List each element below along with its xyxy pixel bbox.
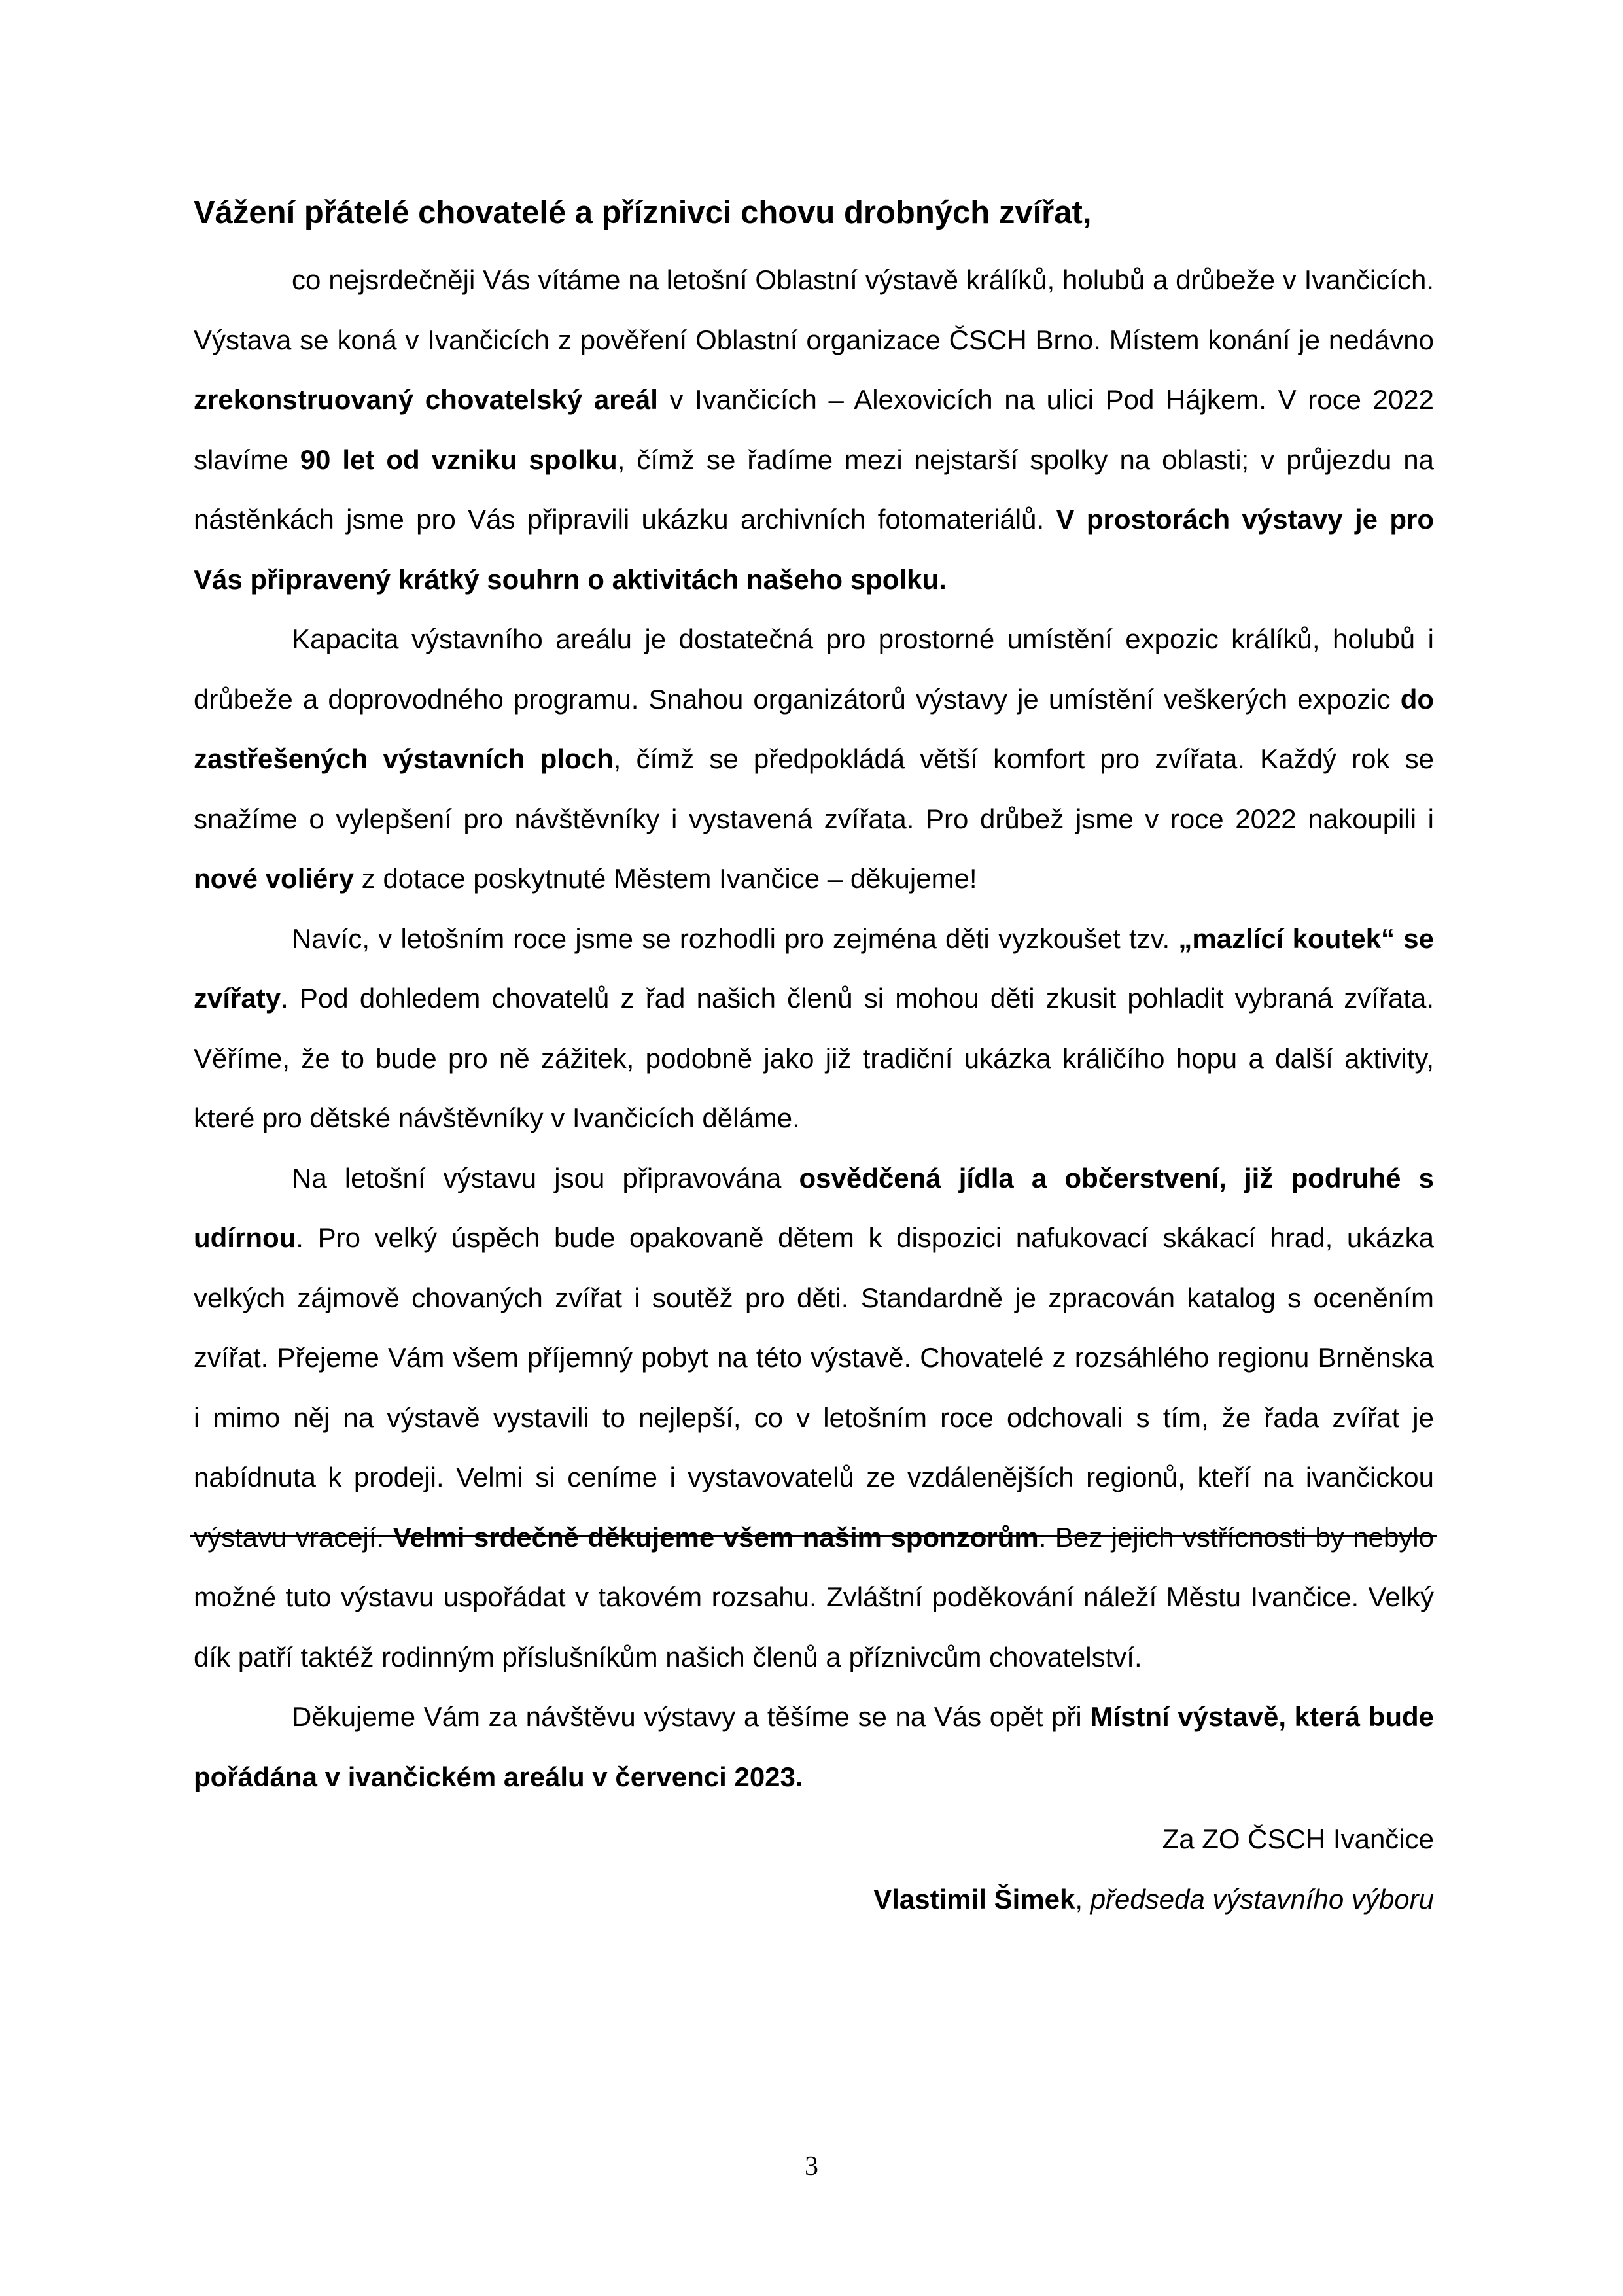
bold-run: osvědčená jídla a občerstvení, již podruhé s udírnou: [194, 1162, 1434, 1253]
bold-run: Místní výstavě, která bude pořádána v ivančickém areálu v červenci 2023.: [194, 1701, 1434, 1792]
paragraph-petting-corner: [194, 909, 1434, 1148]
text-run: Na letošní výstavu jsou připravována: [292, 1162, 799, 1193]
bold-run: Velmi srdečně děkujeme všem našim sponzorům: [393, 1521, 1039, 1553]
salutation-heading: Vážení přátelé chovatelé a příznivci chovu drobných zvířat,: [194, 195, 1092, 230]
bold-run: zrekonstruovaný chovatelský areál: [194, 384, 658, 415]
text-run: . Bez jejich vstřícnosti by nebylo možné tuto výstavu uspořádat v takovém rozsahu. Zvláštní poděkování náleží Městu Ivančice. Velký dík patří taktéž rodinným příslušníkům našich členů a příznivcům chovatelství.: [194, 1521, 1434, 1672]
bold-run: „mazlící koutek“ se zvířaty: [194, 923, 1434, 1014]
signature-block: [194, 1809, 1434, 1929]
paragraph-program: [194, 1148, 1434, 1687]
bold-run: do zastřešených výstavních ploch: [194, 683, 1434, 774]
document-body: [194, 190, 1434, 1929]
text-run: z dotace poskytnuté Městem Ivančice – děkujeme!: [354, 863, 977, 894]
bold-run: 90 let od vzniku spolku: [300, 444, 618, 475]
text-run: , čímž se řadíme mezi nejstarší spolky na oblasti; v průjezdu na nástěnkách jsme pro Vás připravili ukázku archivních fotomateriálů.: [194, 444, 1434, 535]
signature-role: předseda výstavního výboru: [1090, 1883, 1434, 1915]
page-number: 3: [805, 2151, 818, 2181]
paragraph-capacity: [194, 609, 1434, 909]
signature-organization: Za ZO ČSCH Ivančice: [1162, 1824, 1434, 1854]
horizontal-divider: [190, 1535, 1437, 1537]
signature-line: [194, 1869, 1434, 1930]
paragraph-thanks: [194, 1687, 1434, 1807]
text-run: v Ivančicích – Alexovicích na ulici Pod Hájkem. V roce 2022 slavíme: [194, 384, 1434, 475]
bold-run: V prostorách výstavy je pro Vás připravený krátký souhrn o aktivitách našeho spolku.: [194, 504, 1435, 595]
text-run: Kapacita výstavního areálu je dostatečná pro prostorné umístění expozic králíků, holubů i drůbeže a doprovodného programu. Snahou organizátorů výstavy je umístění veškerých expozic: [194, 624, 1434, 715]
text-run: Navíc, v letošním roce jsme se rozhodli pro zejména děti vyzkoušet tzv.: [292, 923, 1179, 954]
text-run: co nejsrdečněji Vás vítáme na letošní Oblastní výstavě králíků, holubů a drůbeže v Ivančicích. Výstava se koná v Ivančicích z pověření Oblastní organizace ČSCH Brno. Místem konání je nedávno: [194, 264, 1434, 355]
text-run: , čímž se předpokládá větší komfort pro zvířata. Každý rok se snažíme o vylepšení pro návštěvníky i vystavená zvířata. Pro drůbež jsme v roce 2022 nakoupili i: [194, 743, 1434, 834]
paragraph-welcome: [194, 250, 1434, 609]
text-run: . Pod dohledem chovatelů z řad našich členů si mohou děti zkusit pohladit vybraná zvířata. Věříme, že to bude pro ně zážitek, podobně jako již tradiční ukázka králičího hopu a další aktivity, které pro dětské návštěvníky v Ivančicích děláme.: [194, 983, 1434, 1133]
signature-separator: ,: [1075, 1883, 1091, 1915]
text-run: Děkujeme Vám za návštěvu výstavy a těšíme se na Vás opět při: [292, 1701, 1091, 1732]
signature-name: Vlastimil Šimek: [873, 1883, 1075, 1915]
bold-run: nové voliéry: [194, 863, 355, 894]
text-run: . Pro velký úspěch bude opakovaně dětem k dispozici nafukovací skákací hrad, ukázka velkých zájmově chovaných zvířat i soutěž pro děti. Standardně je zpracován katalog s oceněním zvířat. Přejeme Vám všem příjemný pobyt na této výstavě. Chovatelé z rozsáhlého regionu Brněnska i mimo něj na výstavě vystavili to nejlepší, co v letošním roce odchovali s tím, že řada zvířat je nabídnuta k prodeji. Velmi si ceníme i vystavovatelů ze vzdálenějších regionů, kteří na ivančickou výstavu vracejí.: [194, 1222, 1434, 1553]
